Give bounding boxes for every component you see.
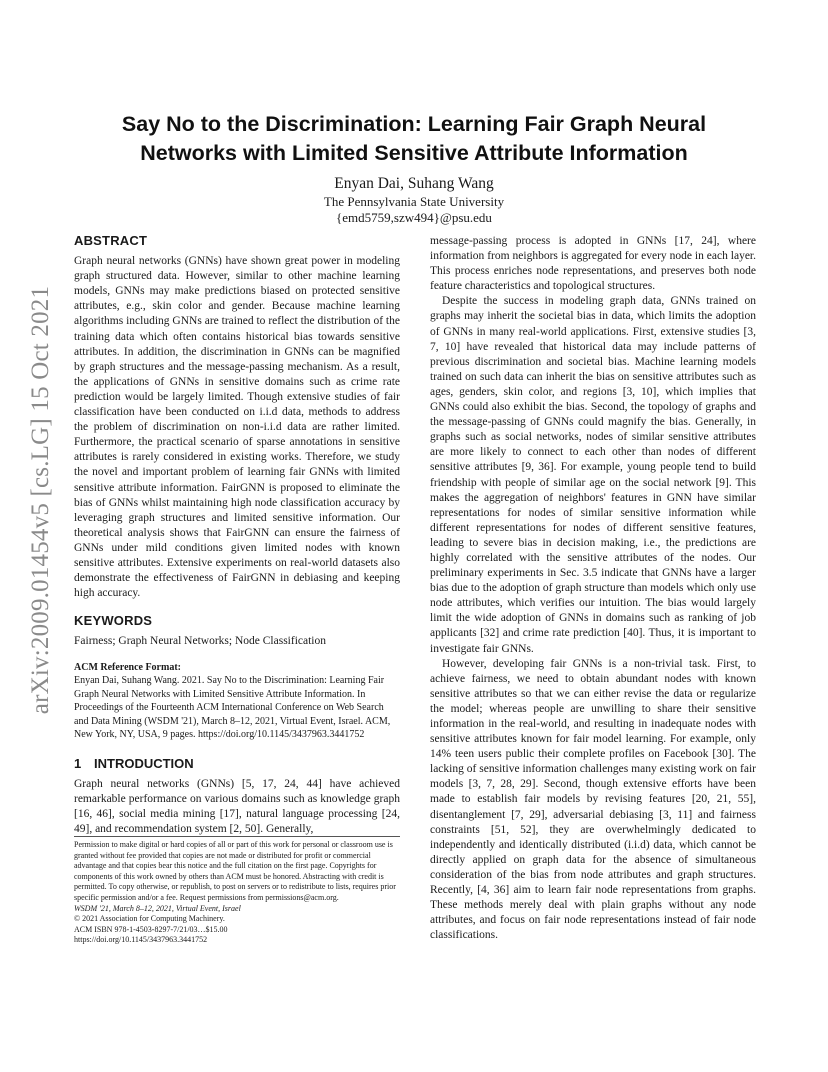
intro-paragraph-continued: message-passing process is adopted in GNNs [17, 24], where information from neighbors is aggregated for every node in each layer. This process enriches node representations, and preserves both node feature characteristics and topological structures.: [430, 235, 756, 293]
right-column: [430, 234, 756, 943]
section-number: 1: [74, 755, 82, 771]
keywords-text: Fairness; Graph Neural Networks; Node Classification: [74, 635, 326, 648]
copyright-footnote: [74, 836, 400, 946]
left-column: [74, 233, 400, 837]
footnote-isbn: ACM ISBN 978-1-4503-8297-7/21/03…$15.00: [74, 924, 228, 934]
author-email: {emd5759,szw494}@psu.edu: [336, 210, 492, 225]
affiliation: The Pennsylvania State University: [323, 194, 505, 209]
arxiv-identifier: [20, 285, 62, 715]
title-line-2: Networks with Limited Sensitive Attribute Information: [140, 141, 688, 165]
intro-paragraph-3: However, developing fair GNNs is a non-trivial task. First, to achieve fairness, we need to obtain abundant nodes with known sensitive attributes so that we can either revise the data or regularize the model; whereas people are unwilling to share their sensitive information in the real-world, and resulting in inadequate nodes with sensitive attributes known for fair model learning. For example, only 14% teen users public their complete profiles on Facebook [30]. The lacking of sensitive information challenges many existing work on fair models [3, 7, 28, 29]. Second, though extensive efforts have been made to establish fair models by revising features [20, 21, 55], disentanglement [7, 29], adversarial debiasing [3, 11] and fairness constraints [51, 52], they are overwhelmingly dedicated to independently and identically distributed (i.i.d) data, which cannot be directly applied on graph data for the absence of simultaneous consideration of the bias from node attributes and graph structures. Recently, [4, 36] aim to learn fair node representations from graphs. These methods merely deal with plain graphs without any node attributes, and focus on fair node representations instead of fair node classifications.: [430, 657, 756, 942]
introduction-heading: [74, 756, 400, 771]
abstract-text: Graph neural networks (GNNs) have shown great power in modeling graph structured data. However, similar to other machine learning models, GNNs may make predictions biased on protected sensitive attributes, e.g., skin color and gender. Because machine learning algorithms including GNNs are trained to reflect the distribution of the training data which often contains historical bias towards sensitive attributes. In addition, the discrimination in GNNs can be magnified by graph structures and the message-passing mechanism. As a result, the applications of GNNs in sensitive domains such as crime rate prediction would be largely limited. Though extensive studies of fair classification have been conducted on i.i.d data, methods to address the problem of discrimination on non-i.i.d data are rather limited. Furthermore, the practical scenario of sparse annotations in sensitive attributes is rarely considered in existing works. Therefore, we study the novel and important problem of learning fair GNNs with limited sensitive attribute information. FairGNN is proposed to eliminate the bias of GNNs whilst maintaining high node classification accuracy by leveraging graph structures and limited sensitive information. Our theoretical analysis shows that FairGNN can ensure the fairness of GNNs under mild conditions given limited nodes with known sensitive attributes. Extensive experiments on real-world datasets also demonstrate the effectiveness of FairGNN in debiasing and keeping high accuracy.: [74, 255, 400, 600]
acm-reference-text: Enyan Dai, Suhang Wang. 2021. Say No to the Discrimination: Learning Fair Graph Neural Networks with Limited Sensitive Attribute Information. In Proceedings of the Fourteenth ACM International Conference on Web Search and Data Mining (WSDM '21), March 8–12, 2021, Virtual Event, Israel. ACM, New York, NY, USA, 9 pages. https://doi.org/10.1145/3437963.3441752: [74, 675, 391, 741]
introduction-paragraph-1: Graph neural networks (GNNs) [5, 17, 24, 44] have achieved remarkable performance on various domains such as knowledge graph [16, 46], social media mining [17], natural language processing [24, 49], and recommendation system [2, 50]. Generally,: [74, 778, 400, 836]
acm-reference-heading: ACM Reference Format:: [74, 662, 181, 674]
footnote-copyright: © 2021 Association for Computing Machinery.: [74, 914, 225, 924]
section-title: INTRODUCTION: [94, 755, 194, 771]
paper-title: [60, 110, 768, 168]
authors: Enyan Dai, Suhang Wang: [334, 175, 494, 192]
title-line-1: Say No to the Discrimination: Learning Fair Graph Neural: [121, 112, 707, 136]
keywords-heading: KEYWORDS: [74, 613, 153, 629]
permission-notice: Permission to make digital or hard copies of all or part of this work for personal or classroom use is granted without fee provided that copies are not made or distributed for profit or commercial advantage and that copies bear this notice and the full citation on the first page. Copyrights for components of this work owned by others than ACM must be honored. Abstracting with credit is permitted. To copy otherwise, or republish, to post on servers or to redistribute to lists, requires prior specific permission and/or a fee. Request permissions from permissions@acm.org.: [74, 840, 396, 902]
arxiv-identifier-text: arXiv:2009.01454v5 [cs.LG] 15 Oct 2021: [27, 285, 54, 715]
footnote-doi: https://doi.org/10.1145/3437963.3441752: [74, 935, 208, 945]
intro-paragraph-2: Despite the success in modeling graph data, GNNs trained on graphs may inherit the societal bias in data, which limits the adoption of GNNs in many real-world applications. First, extensive studies [3, 7, 10] have revealed that historical data may include patterns of previous discrimination and societal bias. Machine learning models trained on such data can inherit the bias on sensitive attributes such as ages, genders, skin color, and regions [3, 10], which implies that GNNs could also exhibit the bias. Second, the topology of graphs and the message-passing of GNNs could magnify the bias. Generally, in graphs such as social networks, nodes of similar sensitive attributes are more likely to connect to each other than nodes of different sensitive attributes [9, 36]. For example, young people tend to build friendship with people of similar age on the social network [9]. This makes the aggregation of neighbors' features in GNN have similar representations for nodes of similar sensitive information while different representations for nodes of different sensitive features, leading to severe bias in decision making, i.e., the predictions are highly correlated with the sensitive attributes of the nodes. Our preliminary experiments in Sec. 3.5 indicate that GNNs have a larger bias due to the adoption of graph structure than models which only use node attributes, which verifies our intuition. The bias would largely limit the wide adoption of GNNs in domains such as ranking of job applicants [32] and crime rate prediction [40]. Thus, it is important to investigate fair GNNs.: [430, 295, 756, 655]
abstract-heading: ABSTRACT: [74, 233, 148, 248]
footnote-venue: WSDM '21, March 8–12, 2021, Virtual Event, Israel: [74, 903, 241, 913]
